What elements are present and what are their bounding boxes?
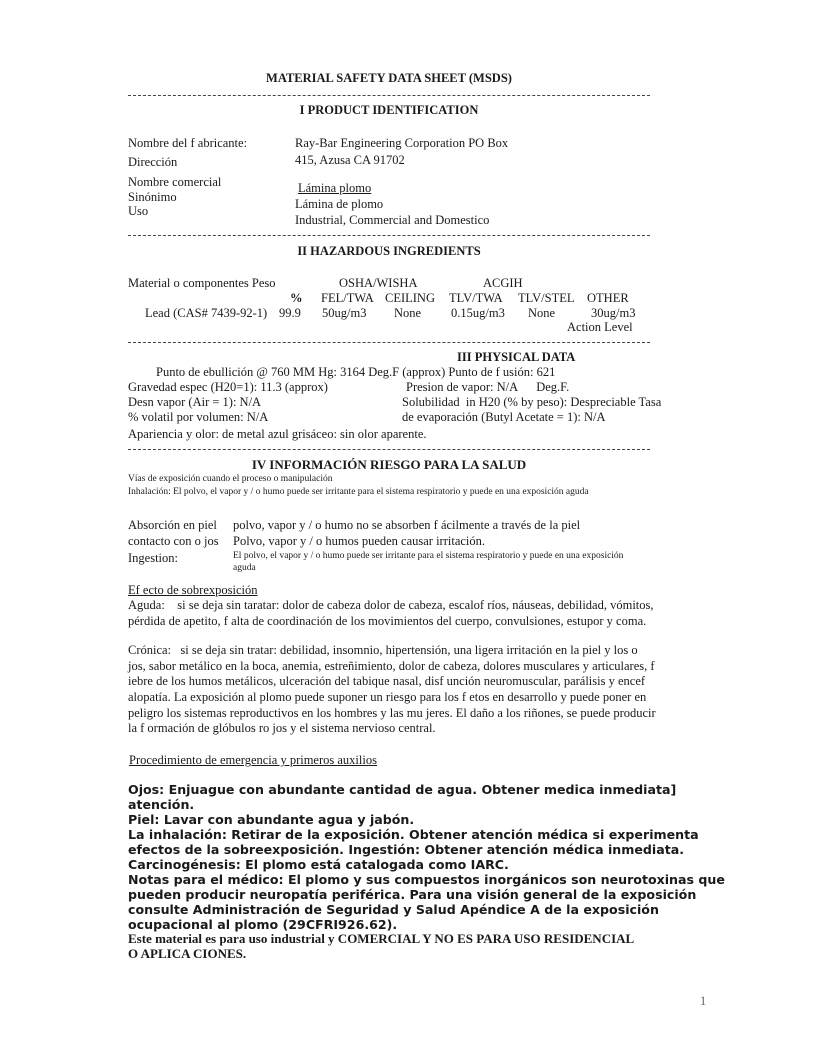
document-title: MATERIAL SAFETY DATA SHEET (MSDS) (266, 71, 512, 85)
col-tlv-twa: TLV/TWA (449, 291, 503, 305)
row-lead-percent: 99.9 (279, 306, 301, 320)
emergency-heading: Procedimiento de emergencia y primeros auxilios (129, 753, 377, 767)
row-lead-other-2: Action Level (567, 320, 633, 334)
emergency-line: La inhalación: Retirar de la exposición. Obtener atención médica si experimenta (128, 827, 699, 842)
divider (128, 95, 650, 96)
physical-line-1: Punto de ebullición @ 760 MM Hg: 3164 Deg.F (approx) Punto de f usión: 621 (156, 365, 556, 379)
emergency-line: Ojos: Enjuague con abundante cantidad de agua. Obtener medica inmediata] (128, 782, 677, 797)
physical-vapor-density: Desn vapor (Air = 1): N/A (128, 395, 262, 409)
section-4-heading: IV INFORMACIÓN RIESGO PARA LA SALUD (251, 457, 527, 472)
chronic-text: Crónica: si se deja sin tratar: debilidad, insomnio, hipertensión, una ligera irritación en la piel y los o jos, sabor metálico en la boca, anemia, estreñimiento, dolor de cabeza, dolores musculares y articulares, f iebre de los humos metálicos, ulceración del tabique nasal, disf unción neuromuscular, parálisis y encef alopatía. La exposición al plomo puede suponer un riesgo para los f etos en desarrollo y puede poner en peligro los sistemas reproductivos en los hombres y las mu jeres. El daño a los riñones, se puede producir la f ormación de glóbulos ro jos y el sistema nervioso central. (128, 643, 659, 736)
acute-text: Aguda: si se deja sin taratar: dolor de cabeza dolor de cabeza, escalof ríos, náuseas, debilidad, vómitos, pérdida de apetito, f alta de coordinación de los movimientos del cuerpo, convulsiones, estupor y coma. (128, 598, 657, 628)
physical-volatile: % volatil por volumen: N/A (128, 410, 269, 424)
inhalation-text: Inhalación: El polvo, el vapor y / o humo puede ser irritante para el sistema respiratorio y puede en una exposición aguda (128, 487, 589, 497)
divider (128, 342, 650, 343)
label-address: Dirección (128, 155, 178, 169)
col-material: Material o componentes Peso (128, 276, 276, 290)
emergency-line: consulte Administración de Seguridad y Salud Apéndice A de la exposición (128, 902, 659, 917)
value-eye-contact: Polvo, vapor y / o humos pueden causar irritación. (233, 534, 486, 548)
value-address: 415, Azusa CA 91702 (295, 153, 405, 167)
emergency-line: pueden producir neuropatía periférica. Para una visión general de la exposición (128, 887, 697, 902)
emergency-line: Carcinogénesis: El plomo está catalogada como IARC. (128, 857, 509, 872)
emergency-line: efectos de la sobreexposición. Ingestión: Obtener atención médica inmediata. (128, 842, 685, 857)
emergency-line: ocupacional al plomo (29CFRI926.62). (128, 917, 398, 932)
emergency-line: atención. (128, 797, 195, 812)
emergency-line: Notas para el médico: El plomo y sus compuestos inorgánicos son neurotoxinas que (128, 872, 725, 887)
group-acgih: ACGIH (483, 276, 523, 290)
label-skin-absorption: Absorción en piel (128, 518, 217, 532)
value-manufacturer: Ray-Bar Engineering Corporation PO Box (295, 136, 509, 150)
col-percent: % (290, 291, 303, 305)
label-trade-name: Nombre comercial (128, 175, 222, 189)
section-2-heading: II HAZARDOUS INGREDIENTS (297, 244, 481, 258)
physical-specific-gravity: Gravedad espec (H20=1): 11.3 (approx) (128, 380, 328, 394)
emergency-line: Este material es para uso industrial y COMERCIAL Y NO ES PARA USO RESIDENCIAL (128, 931, 635, 946)
divider (128, 449, 650, 450)
col-ceiling: CEILING (385, 291, 435, 305)
physical-vapor-pressure: Presion de vapor: N/A Deg.F. (406, 380, 570, 394)
row-lead-tlv-stel: None (528, 306, 556, 320)
label-eye-contact: contacto con o jos (128, 534, 219, 548)
emergency-line: O APLICA CIONES. (128, 946, 247, 961)
group-osha: OSHA/WISHA (339, 276, 418, 290)
label-ingestion: Ingestion: (128, 551, 178, 565)
label-use: Uso (128, 204, 149, 218)
page-number: 1 (700, 994, 707, 1008)
col-fel-twa: FEL/TWA (321, 291, 374, 305)
emergency-line: Piel: Lavar con abundante agua y jabón. (128, 812, 415, 827)
row-lead-name: Lead (CAS# 7439-92-1) (145, 306, 268, 320)
col-tlv-stel: TLV/STEL (518, 291, 575, 305)
row-lead-ceiling: None (394, 306, 422, 320)
row-lead-tlv-twa: 0.15ug/m3 (451, 306, 505, 320)
section-1-heading: I PRODUCT IDENTIFICATION (299, 103, 479, 117)
value-use: Industrial, Commercial and Domestico (295, 213, 490, 227)
section-3-heading: III PHYSICAL DATA (457, 350, 576, 364)
row-lead-fel: 50ug/m3 (322, 306, 367, 320)
divider (128, 235, 650, 236)
physical-solubility: Solubilidad in H20 (% by peso): Despreciable Tasa (402, 395, 662, 409)
overexposure-heading: Ef ecto de sobrexposición (128, 583, 258, 597)
label-manufacturer: Nombre del f abricante: (128, 136, 248, 150)
col-other: OTHER (587, 291, 629, 305)
physical-evaporation: de evaporación (Butyl Acetate = 1): N/A (402, 410, 606, 424)
label-synonym: Sinónimo (128, 190, 177, 204)
exposure-routes: Vías de exposición cuando el proceso o manipulación (128, 474, 333, 484)
physical-appearance: Apariencia y olor: de metal azul grisáceo: sin olor aparente. (128, 427, 427, 441)
value-ingestion: El polvo, el vapor y / o humo puede ser irritante para el sistema respiratorio y puede en una exposición aguda (233, 551, 624, 573)
value-skin-absorption: polvo, vapor y / o humo no se absorben f ácilmente a través de la piel (233, 518, 581, 532)
value-trade-name: Lámina plomo (298, 181, 372, 195)
row-lead-other: 30ug/m3 (591, 306, 636, 320)
value-synonym: Lámina de plomo (295, 197, 384, 211)
